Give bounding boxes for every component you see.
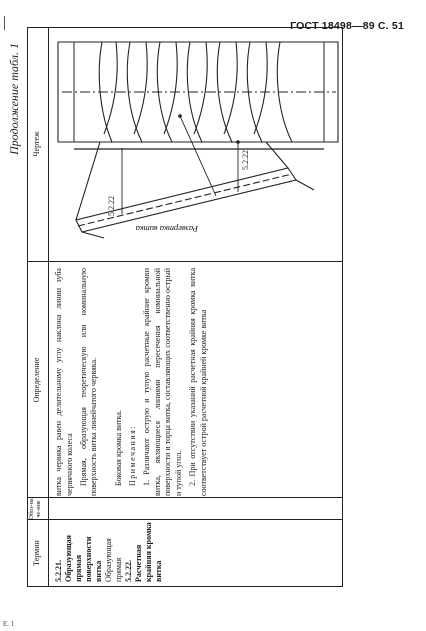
terms-table [27,27,343,587]
term-5-2-21: 5.2.21. Образующая прямая поверхности витка [54,535,103,582]
note-item: 2. При отсутствии указаний расчетная крайняя кромка витка соответствует острой расчетной крайней кромке витка [187,268,208,496]
term-5-2-22: 5.2.22. Расчетная крайняя кромка витка [124,522,163,582]
leader-lines [122,116,238,214]
column-header-term: Термин [32,540,41,566]
thread-development [76,142,314,238]
razvertka-label: Развертка витка [135,224,198,234]
note-heading: Примечания: [127,424,137,486]
term-cell [54,522,164,582]
column-divider [28,519,342,520]
column-header-code: Обоз-наче-ние [28,498,42,520]
corner-mark: Е. 1 [3,620,15,628]
page-header: ГОСТ 18498—89 С. 51 [290,20,404,32]
rotated-table-frame [3,27,343,587]
column-divider [28,497,342,498]
definition-cell [54,268,213,496]
ref-label-5-2-22-a: 5.2.22 [241,150,250,170]
worm-drawing [52,28,342,254]
ref-label-5-2-22-b: 5.2.22 [107,196,116,216]
note-item: 1. Различают острую и тупую расчетные крайние кромки витка, являющиеся линиями пересечения номинальной поверхности и торца витка, составляющих соответственно острый и тупой угол. [141,268,184,496]
definition-line: Прямая, образующая теоретическую или номинальную поверхность витка линейчатого червяка. [78,268,99,496]
table-header-divider [48,28,49,586]
term-5-2-21-short: Образующая прямая [104,538,123,582]
table-continuation-label: Продолжение табл. 1 [7,43,21,155]
definition-line: Боковая кромка витка. [114,410,124,486]
column-header-definition: Определение [32,357,41,403]
column-header-drawing: Чертеж [32,131,41,157]
definition-line: витка червяка равен делительному углу наклона линии зуба червячного колеса [54,268,74,496]
column-divider [28,261,342,262]
